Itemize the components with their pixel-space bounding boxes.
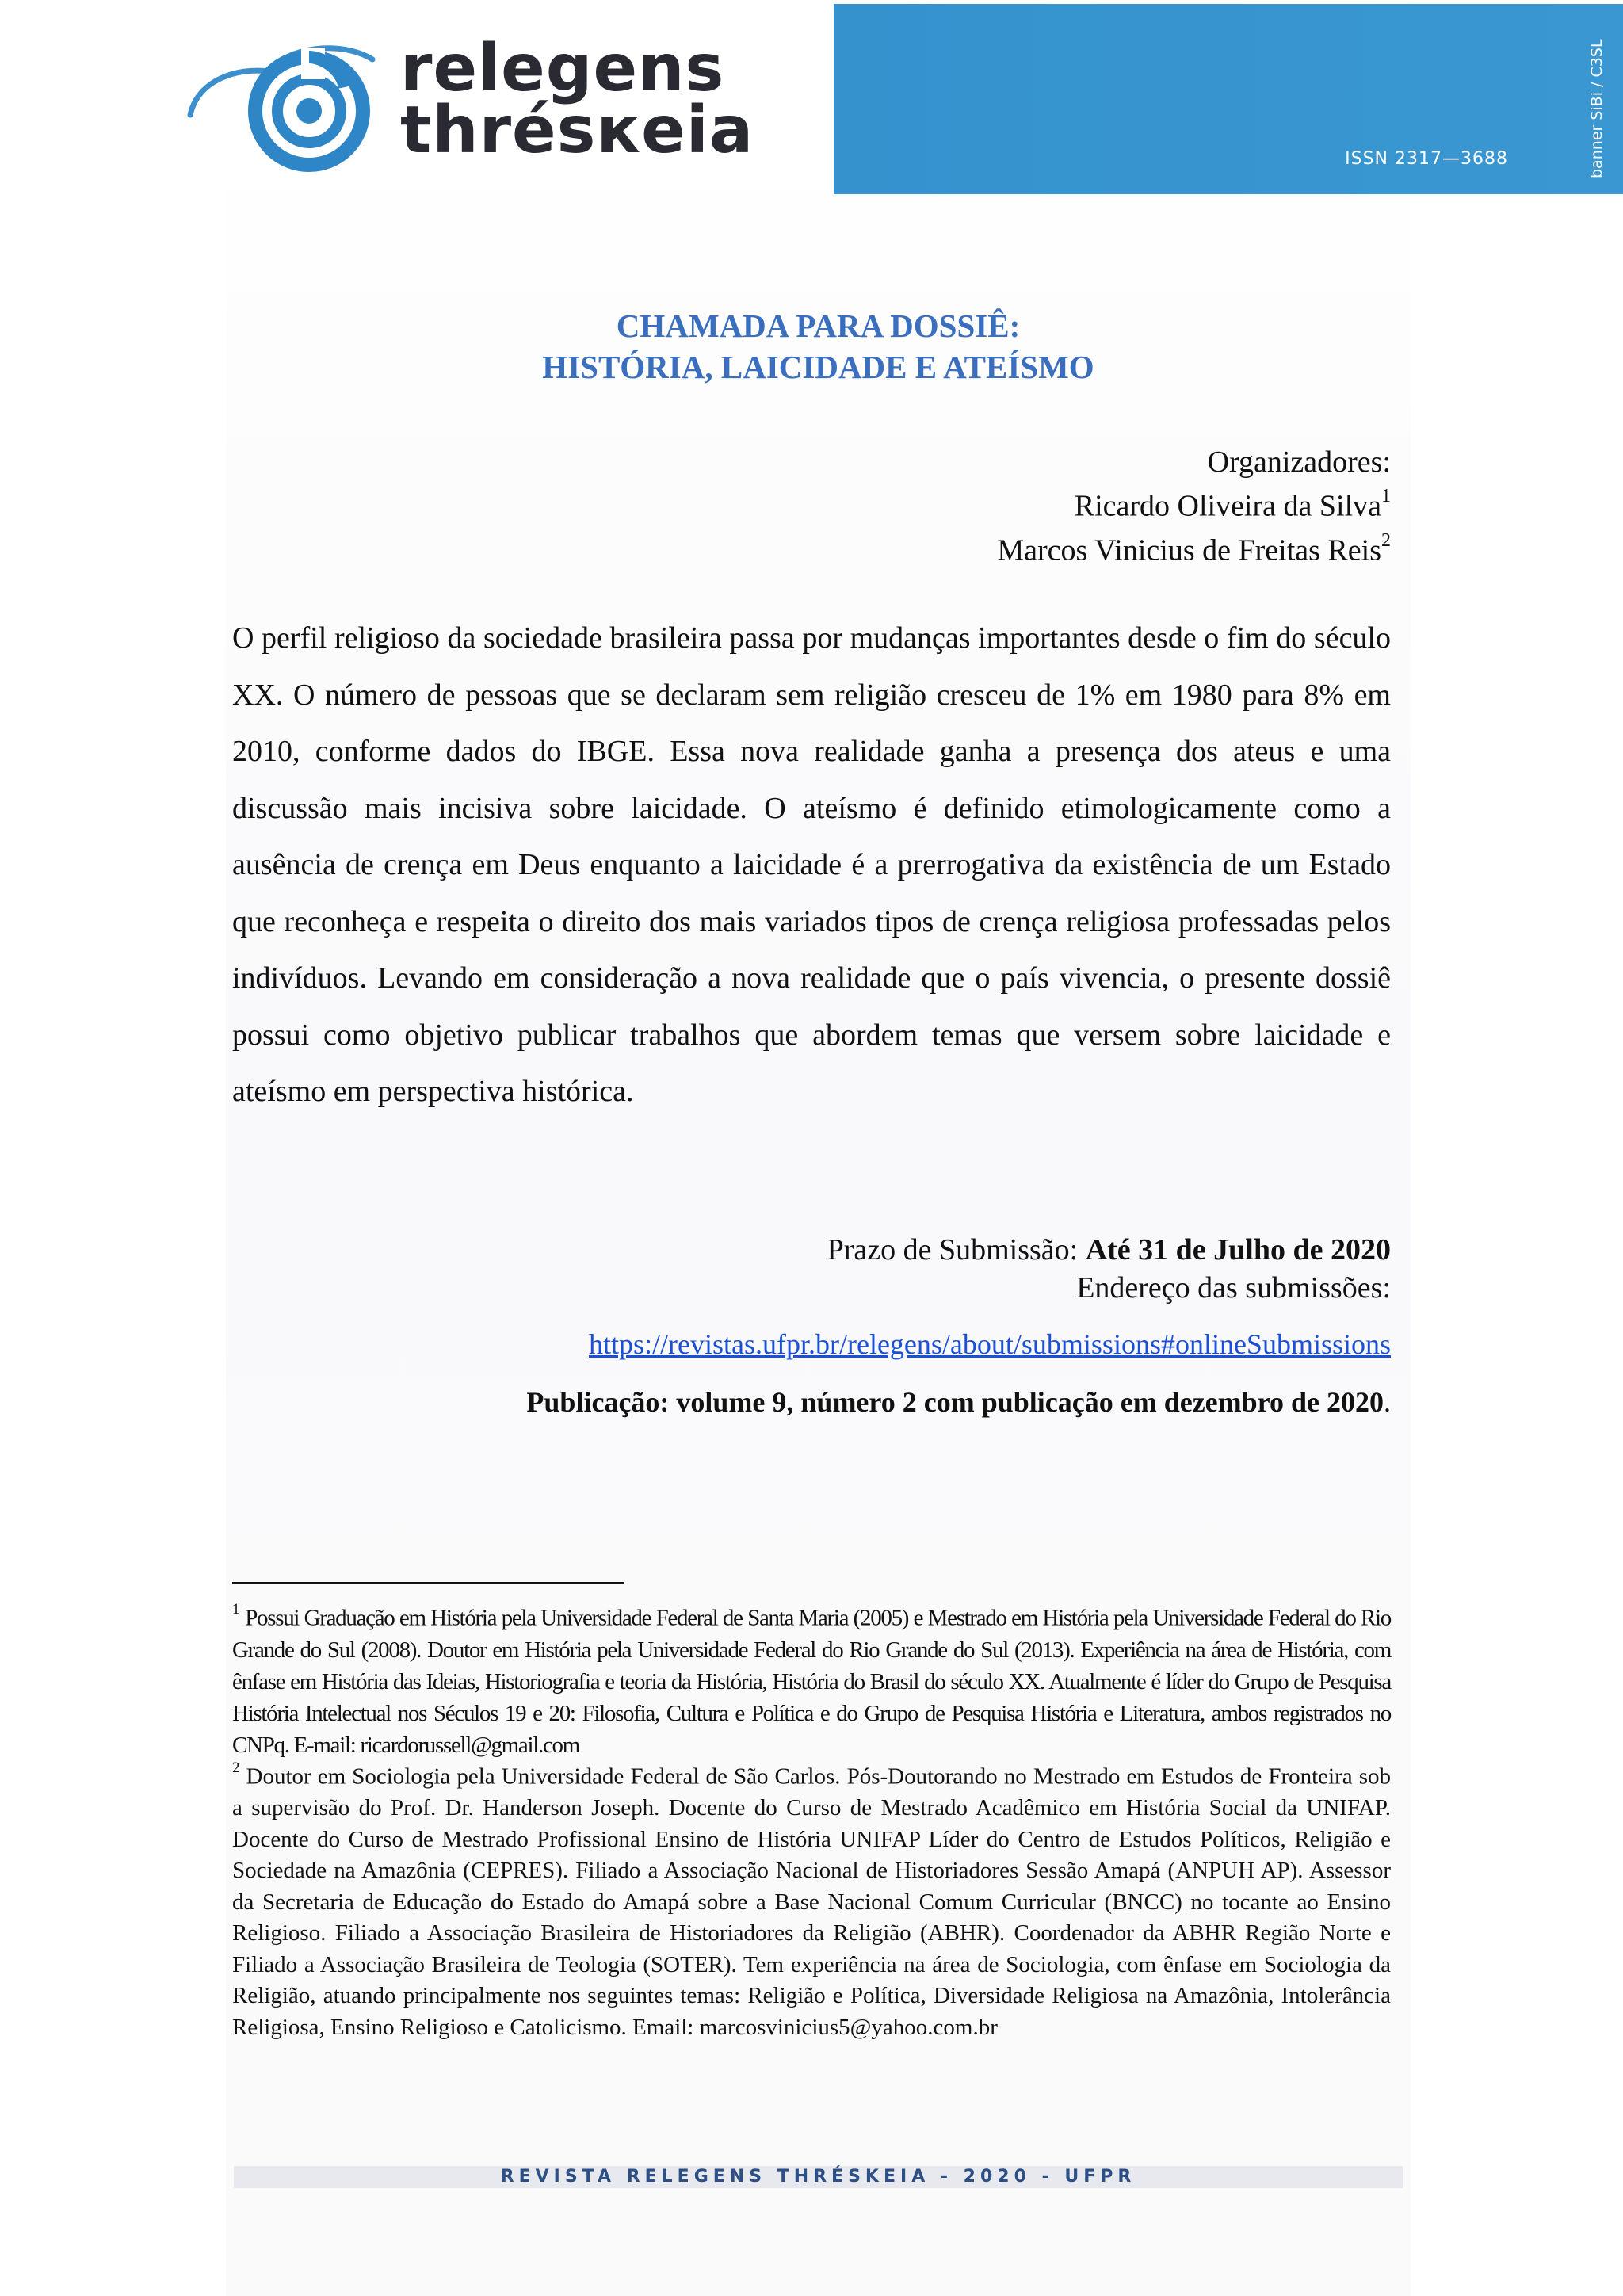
footnote-mark: 1 bbox=[232, 1601, 239, 1618]
organizers-block bbox=[997, 444, 1391, 569]
footnote-ref[interactable]: 2 bbox=[1381, 529, 1391, 551]
logo-line-1: relegens bbox=[400, 31, 725, 106]
organizer-name-text: Ricardo Oliveira da Silva bbox=[1074, 489, 1381, 523]
footnote-text: Possui Graduação em História pela Universidade Federal de Santa Maria (2005) e Mestrado em História pela Universidade Federal do Rio Grande do Sul (2008). Doutor em História pela Universidade Federal do Rio Grande do Sul (2013). Experiência na área de História, com ênfase em História das Ideias, Historiografia e teoria da História, História do Brasil do século XX. Atualmente é líder do Grupo de Pesquisa História Intelectual nos Séculos 19 e 20: Filosofia, Cultura e Política e do Grupo de Pesquisa História e Literatura, ambos registrados no CNPq. E-mail: ricardorussell@gmail.com bbox=[232, 1605, 1391, 1758]
header-banner bbox=[834, 4, 1623, 194]
title-line-1: CHAMADA PARA DOSSIÊ: bbox=[616, 308, 1021, 344]
publication-line bbox=[526, 1385, 1391, 1419]
organizer-name-text: Marcos Vinicius de Freitas Reis bbox=[997, 533, 1381, 567]
footnote-ref[interactable]: 1 bbox=[1381, 486, 1391, 506]
publication-text: Publicação: volume 9, número 2 com publicação em dezembro de 2020 bbox=[526, 1386, 1384, 1418]
banner-side-label: banner SiBi / C3SL bbox=[1588, 39, 1606, 178]
footnote-mark: 2 bbox=[232, 1759, 240, 1776]
footnote-divider bbox=[232, 1582, 624, 1584]
footnote-text: Doutor em Sociologia pela Universidade Federal de São Carlos. Pós-Doutorando no Mestrado em Estudos de Fronteira sob a supervisão do Prof. Dr. Handerson Joseph. Docente do Curso de Mestrado Acadêmico em História Social da UNIFAP. Docente do Curso de Mestrado Profissional Ensino de História UNIFAP Líder do Centro de Estudos Políticos, Religião e Sociedade na Amazônia (CEPRES). Filiado a Associação Nacional de Historiadores Sessão Amapá (ANPUH AP). Assessor da Secretaria de Educação do Estado do Amapá sobre a Base Nacional Comum Curricular (BNCC) no tocante ao Ensino Religioso. Filiado a Associação Brasileira de Historiadores da Religião (ABHR). Coordenador da ABHR Região Norte e Filiado a Associação Brasileira de Teologia (SOTER). Tem experiência na área de Sociologia, com ênfase em Sociologia da Religião, atuando principalmente nos seguintes temas: Religião e Política, Diversidade Religiosa na Amazônia, Intolerância Religiosa, Ensino Religioso e Catolicismo. Email: marcosvinicius5@yahoo.com.br bbox=[232, 1763, 1391, 2040]
issn-label: ISSN 2317—3688 bbox=[1345, 149, 1508, 169]
page-footer: REVISTA RELEGENS THRÉSKEIA - 2020 - UFPR bbox=[234, 2166, 1403, 2188]
submission-block bbox=[827, 1231, 1391, 1307]
address-label: Endereço das submissões: bbox=[1076, 1271, 1391, 1305]
organizers-label: Organizadores: bbox=[1207, 445, 1391, 479]
organizer-name bbox=[997, 481, 1391, 525]
deadline-line bbox=[827, 1231, 1391, 1269]
deadline-value: Até 31 de Julho de 2020 bbox=[1085, 1233, 1391, 1266]
footnote-2 bbox=[232, 1755, 1391, 2043]
submission-link[interactable]: https://revistas.ufpr.br/relegens/about/submissions#onlineSubmissions bbox=[589, 1328, 1391, 1360]
body-paragraph: O perfil religioso da sociedade brasileira passa por mudanças importantes desde o fim do século XX. O número de pessoas que se declaram sem religião cresceu de 1% em 1980 para 8% em 2010, conforme dados do IBGE. Essa nova realidade ganha a presença dos ateus e uma discussão mais incisiva sobre laicidade. O ateísmo é definido etimologicamente como a ausência de crença em Deus enquanto a laicidade é a prerrogativa da existência de um Estado que reconheça e respeita o direito dos mais variados tipos de crença religiosa professadas pelos indivíduos. Levando em consideração a nova realidade que o país vivencia, o presente dossiê possui como objetivo publicar trabalhos que abordem temas que versem sobre laicidade e ateísmo em perspectiva histórica. bbox=[232, 621, 1391, 1108]
title-line-2: HISTÓRIA, LAICIDADE E ATEÍSMO bbox=[542, 349, 1094, 385]
footnote-1 bbox=[232, 1597, 1391, 1761]
journal-logo[interactable] bbox=[182, 24, 754, 174]
publication-period: . bbox=[1384, 1386, 1391, 1418]
organizer-name bbox=[997, 525, 1391, 570]
page-title bbox=[226, 305, 1411, 388]
spiral-cloud-icon bbox=[182, 24, 404, 174]
logo-wordmark bbox=[400, 31, 754, 168]
logo-line-2: thrésкeia bbox=[400, 93, 754, 168]
deadline-label: Prazo de Submissão: bbox=[827, 1233, 1079, 1266]
